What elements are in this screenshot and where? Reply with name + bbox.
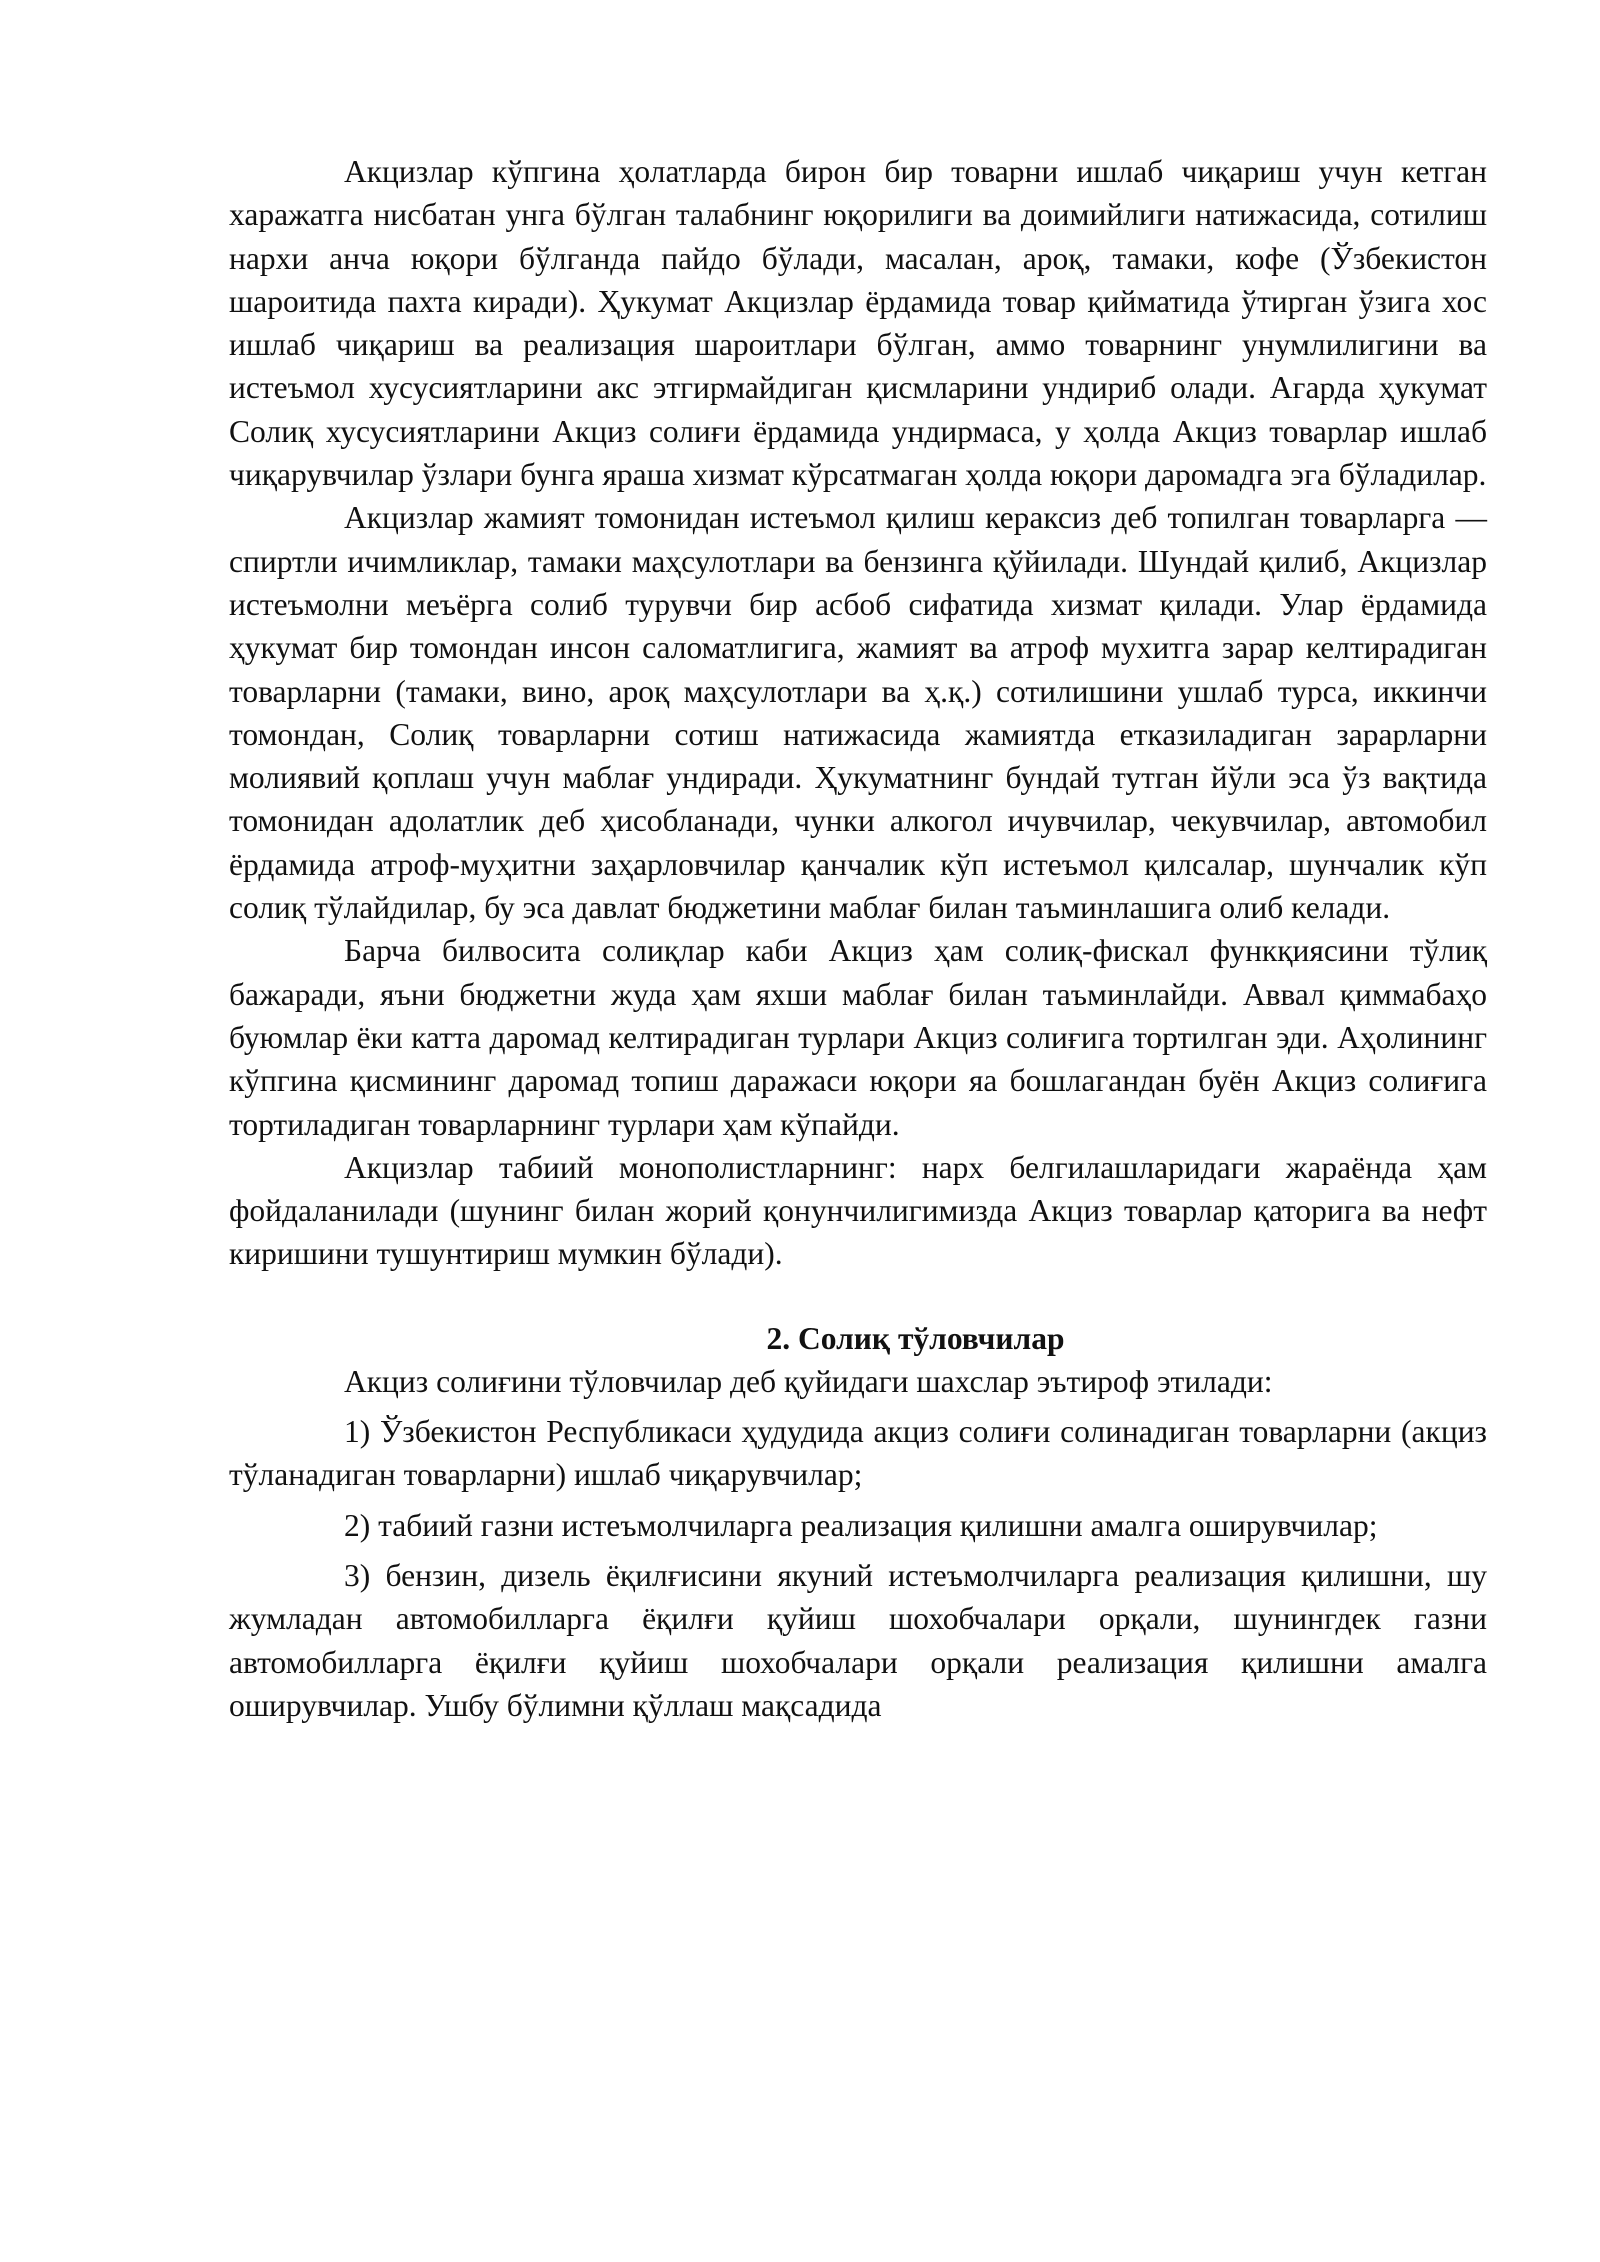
paragraph-excise-origin: Акцизлар кўпгина ҳолатларда бирон бир товарни ишлаб чиқариш учун кетган харажатга нисбатан унга бўлган талабнинг юқорилиги ва доимийлиги натижасида, сотилиш нархи анча юқори бўлганда пайдо бўлади, масалан, ароқ, тамаки, кофе (Ўзбекистон шароитида пахта киради). Ҳукумат Акцизлар ёрдамида товар қийматида ўтирган ўзига хос ишлаб чиқариш ва реализация шароитлари бўлган, аммо товарнинг унумлилигини ва истеъмол хусусиятларини акс этгирмайдиган қисмларини ундириб олади. Агарда ҳукумат Солиқ хусусиятларини Акциз солиғи ёрдамида ундирмаса, у ҳолда Акциз товарлар ишлаб чиқарувчилар ўзлари бунга яраша хизмат кўрсатмаган ҳолда юқори даромадга эга бўладилар. (229, 154, 1487, 493)
section-heading: 2. Солиқ тўловчилар (766, 1320, 1065, 1356)
list-item-3: 3) бензин, дизель ёқилғисини якуний истеъмолчиларга реализация қилишни, шу жумладан автомобилларга ёқилғи қуйиш шохобчалари орқали, шунингдек газни автомобилларга ёқилғи қуйиш шохобчалари орқали реализация қилишни амалга оширувчилар. Ушбу бўлимни қўллаш мақсадида (229, 1557, 1487, 1723)
list-item-2: 2) табиий газни истеъмолчиларга реализация қилишни амалга оширувчилар; (344, 1507, 1378, 1543)
list-item-1: 1) Ўзбекистон Республикаси ҳудудида акциз солиғи солинадиган товарларни (акциз тўланадиган товарларни) ишлаб чиқарувчилар; (229, 1414, 1487, 1493)
paragraph-excise-purpose: Акцизлар жамият томонидан истеъмол қилиш кераксиз деб топилган товарларга — спиртли ичимликлар, тамаки маҳсулотлари ва бензинга қўйилади. Шундай қилиб, Акцизлар истеъмолни меъёрга солиб турувчи бир асбоб сифатида хизмат қилади. Улар ёрдамида ҳукумат бир томондан инсон саломатлигига, жамият ва атроф мухитга зарар келтирадиган товарларни (тамаки, вино, ароқ маҳсулотлари ва ҳ.қ.) сотилишини ушлаб турса, иккинчи томондан, Солиқ товарларни сотиш натижасида жамиятда етказиладиган зарарларни молиявий қоплаш учун маблағ ундиради. Ҳукуматнинг бундай тутган йўли эса ўз вақтида томонидан адолатлик деб ҳисобланади, чунки алкогол ичувчилар, чекувчилар, автомобил ёрдамида атроф-муҳитни заҳарловчилар қанчалик кўп истеъмол қилсалар, шунчалик кўп солиқ тўлайдилар, бу эса давлат бюджетини маблағ билан таъминлашига олиб келади. (229, 500, 1487, 926)
section-intro: Акциз солиғини тўловчилар деб қуйидаги шахслар эътироф этилади: (344, 1363, 1273, 1399)
document-body (229, 150, 1487, 1727)
paragraph-excise-monopolies: Акцизлар табиий монополистларнинг: нарх белгилашларидаги жараёнда ҳам фойдаланилади (шунинг билан жорий қонунчилигимизда Акциз товарлар қаторига ва нефт киришини тушунтириш мумкин бўлади). (229, 1149, 1487, 1272)
paragraph-excise-fiscal-function: Барча билвосита солиқлар каби Акциз ҳам солиқ-фискал функқиясини тўлиқ бажаради, яъни бюджетни жуда ҳам яхши маблағ билан таъминлайди. Аввал қиммабаҳо буюмлар ёки катта даромад келтирадиган турлари Акциз солиғига тортилган эди. Аҳолининг кўпгина қисмининг даромад топиш даражаси юқори яа бошлагандан буён Акциз солиғига тортиладиган товарларнинг турлари ҳам кўпайди. (229, 933, 1487, 1142)
